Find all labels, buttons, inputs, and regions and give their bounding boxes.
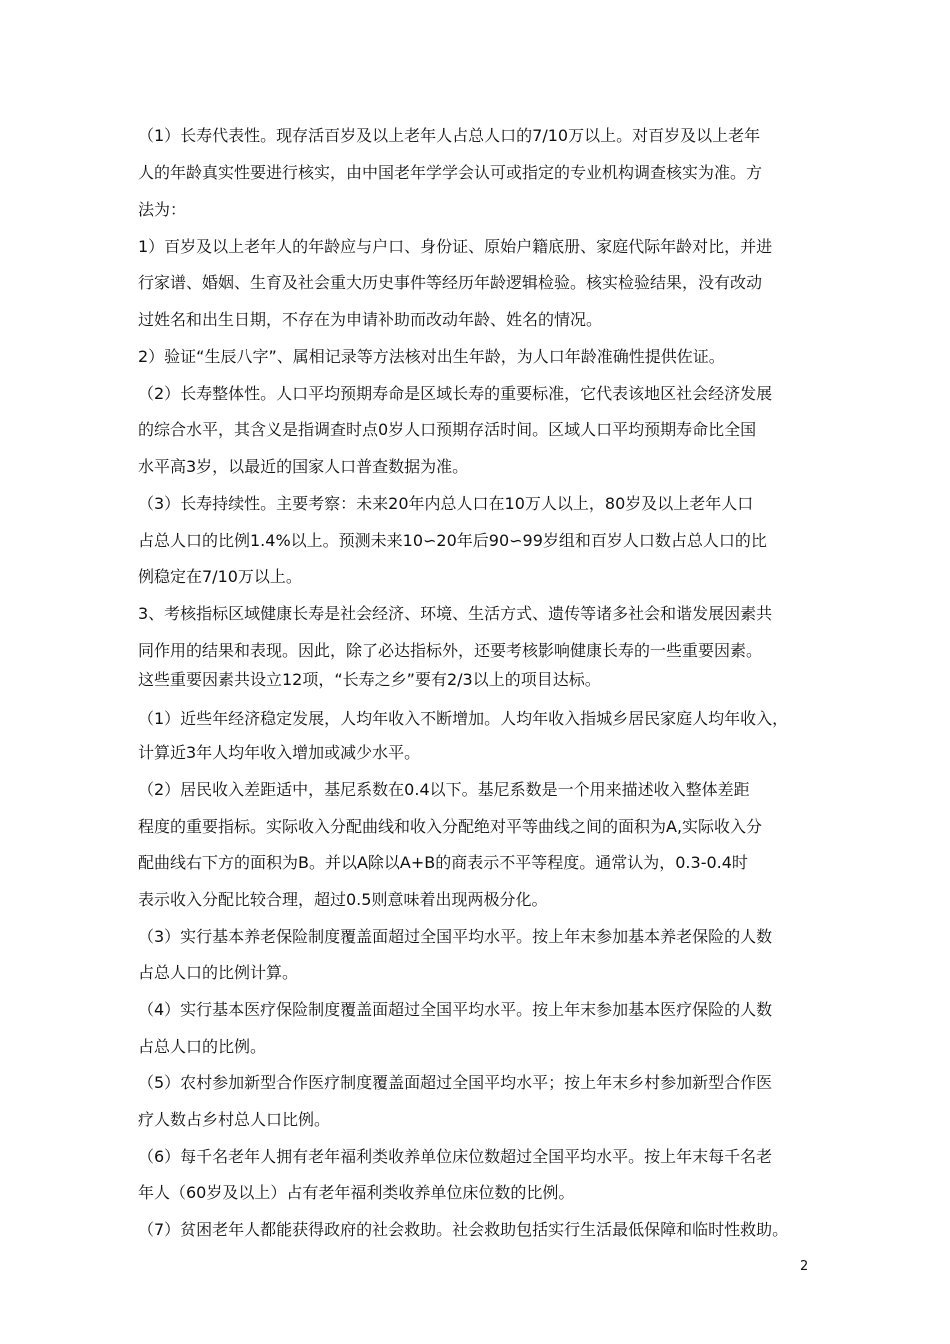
text-line: （3）实行基本养老保险制度覆盖面超过全国平均水平。按上年末参加基本养老保险的人数: [138, 927, 773, 946]
text-line: （5）农村参加新型合作医疗制度覆盖面超过全国平均水平；按上年末乡村参加新型合作医: [138, 1073, 773, 1092]
text-line: （3）长寿持续性。主要考察：未来20年内总人口在10万人以上，80岁及以上老年人口: [138, 494, 754, 513]
text-line: 水平高3岁，以最近的国家人口普查数据为准。: [138, 457, 469, 476]
text-line: 配曲线右下方的面积为B。并以A除以A+B的商表示不平等程度。通常认为，0.3-0.4时: [138, 853, 748, 872]
text-line: 的综合水平，其含义是指调查时点0岁人口预期存活时间。区域人口平均预期寿命比全国: [138, 420, 757, 439]
text-line: （2）居民收入差距适中，基尼系数在0.4以下。基尼系数是一个用来描述收入整体差距: [138, 780, 750, 799]
text-line: （2）长寿整体性。人口平均预期寿命是区域长寿的重要标准，它代表该地区社会经济发展: [138, 384, 773, 403]
text-line: （6）每千名老年人拥有老年福利类收养单位床位数超过全国平均水平。按上年末每千名老: [138, 1147, 773, 1166]
text-line: 疗人数占乡村总人口比例。: [138, 1110, 331, 1129]
text-line: 占总人口的比例计算。: [138, 963, 299, 982]
text-line: 占总人口的比例。: [138, 1037, 267, 1056]
text-line: 1）百岁及以上老年人的年龄应与户口、身份证、原始户籍底册、家庭代际年龄对比，并进: [138, 237, 773, 256]
text-line: 表示收入分配比较合理，超过0.5则意味着出现两极分化。: [138, 890, 548, 909]
text-line: （7）贫困老年人都能获得政府的社会救助。社会救助包括实行生活最低保障和临时性救助。: [138, 1220, 789, 1239]
text-line: 过姓名和出生日期，不存在为申请补助而改动年龄、姓名的情况。: [138, 310, 603, 329]
text-line: 2）验证“生辰八字”、属相记录等方法核对出生年龄，为人口年龄准确性提供佐证。: [138, 347, 725, 366]
page-number: 2: [800, 1259, 809, 1274]
text-line: 行家谱、婚姻、生育及社会重大历史事件等经历年龄逻辑检验。核实检验结果，没有改动: [138, 273, 763, 292]
text-line: 这些重要因素共设立12项，“长寿之乡”要有2/3以上的项目达标。: [138, 670, 601, 689]
text-line: 程度的重要指标。实际收入分配曲线和收入分配绝对平等曲线之间的面积为A,实际收入分: [138, 817, 763, 836]
text-line: （1）长寿代表性。现存活百岁及以上老年人占总人口的7/10万以上。对百岁及以上老年: [138, 126, 761, 145]
text-line: 例稳定在7/10万以上。: [138, 567, 302, 586]
text-line: 占总人口的比例1.4%以上。预测未来10∽20年后90∽99岁组和百岁人口数占总人口的比: [138, 531, 767, 550]
text-line: 法为：: [138, 200, 187, 219]
text-line: （1）近些年经济稳定发展，人均年收入不断增加。人均年收入指城乡居民家庭人均年收入，: [138, 709, 789, 728]
text-line: （4）实行基本医疗保险制度覆盖面超过全国平均水平。按上年末参加基本医疗保险的人数: [138, 1000, 773, 1019]
text-line: 年人（60岁及以上）占有老年福利类收养单位床位数的比例。: [138, 1183, 575, 1202]
text-line: 人的年龄真实性要进行核实，由中国老年学学会认可或指定的专业机构调查核实为准。方: [138, 163, 763, 182]
text-line: 3、考核指标区域健康长寿是社会经济、环境、生活方式、遗传等诸多社会和谐发展因素共: [138, 604, 773, 623]
text-line: 计算近3年人均年收入增加或减少水平。: [138, 743, 421, 762]
text-line: 同作用的结果和表现。因此，除了必达指标外，还要考核影响健康长寿的一些重要因素。: [138, 641, 763, 660]
